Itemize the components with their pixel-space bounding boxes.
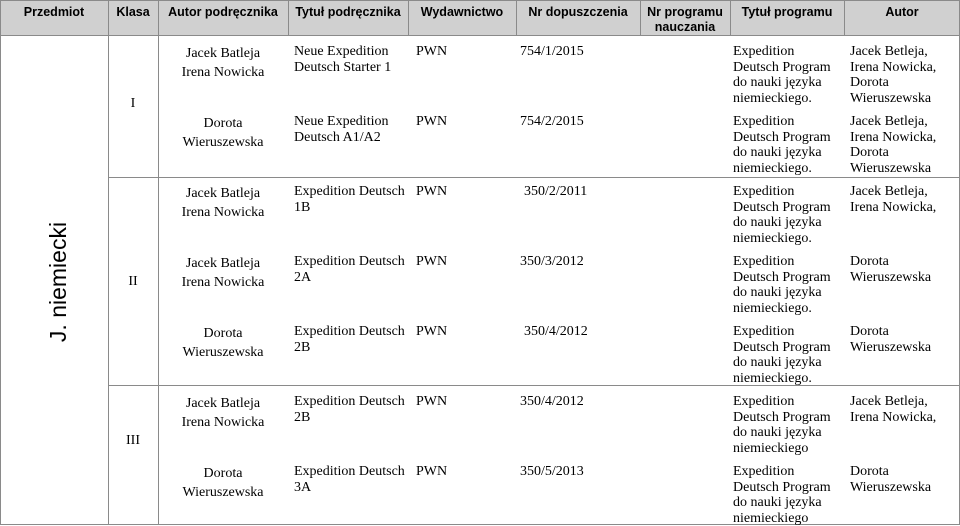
grid-line — [0, 35, 960, 36]
textbook-author-cell: Jacek Batleja Irena Nowicka — [181, 256, 265, 290]
publisher-cell: PWN — [416, 464, 448, 479]
program-author-cell: Dorota Wieruszewska — [850, 464, 932, 495]
program-title-cell: Expedition Deutsch Program do nauki języka niemieckiego. — [733, 114, 831, 176]
program-title-cell: Expedition Deutsch Program do nauki języka niemieckiego. — [733, 324, 831, 386]
publisher-cell: PWN — [416, 44, 448, 59]
program-author-cell: Jacek Betleja, Irena Nowicka, — [850, 394, 937, 425]
approval-number-cell: 350/4/2012 — [520, 394, 584, 409]
textbook-author-cell: Jacek Batleja Irena Nowicka — [181, 186, 265, 220]
class-label: II — [128, 274, 138, 289]
publisher-cell: PWN — [416, 184, 448, 199]
approval-number-cell: 754/1/2015 — [520, 44, 584, 59]
approval-number-cell: 350/3/2012 — [520, 254, 584, 269]
publisher-cell: PWN — [416, 254, 448, 269]
header-textbook-title: Tytuł podręcznika — [295, 5, 401, 19]
grid-line — [0, 0, 1, 525]
grid-line — [640, 0, 641, 35]
program-title-cell: Expedition Deutsch Program do nauki języka niemieckiego — [733, 394, 831, 456]
textbook-author-cell: Jacek Batleja Irena Nowicka — [181, 46, 265, 80]
grid-line — [844, 0, 845, 35]
textbook-author-cell: Dorota Wieruszewska — [182, 116, 264, 150]
textbook-title-cell: Expedition Deutsch 2B — [294, 324, 405, 355]
program-author-cell: Jacek Betleja, Irena Nowicka, Dorota Wieruszewska — [850, 114, 937, 176]
grid-line — [408, 0, 409, 35]
approval-number-cell: 350/2/2011 — [524, 184, 588, 199]
header-approval-number: Nr dopuszczenia — [528, 5, 628, 19]
approval-number-cell: 350/4/2012 — [524, 324, 588, 339]
class-label: I — [130, 96, 136, 111]
grid-line — [288, 0, 289, 35]
class-label: III — [126, 433, 140, 448]
header-program-author: Autor — [885, 5, 919, 19]
header-program-number: Nr programu nauczania — [647, 5, 723, 34]
header-class: Klasa — [116, 5, 150, 19]
grid-line — [516, 0, 517, 35]
program-title-cell: Expedition Deutsch Program do nauki języka niemieckiego. — [733, 184, 831, 246]
textbook-title-cell: Expedition Deutsch 1B — [294, 184, 405, 215]
program-title-cell: Expedition Deutsch Program do nauki języka niemieckiego. — [733, 44, 831, 106]
grid-line — [108, 0, 109, 525]
approval-number-cell: 350/5/2013 — [520, 464, 584, 479]
publisher-cell: PWN — [416, 324, 448, 339]
program-author-cell: Dorota Wieruszewska — [850, 254, 932, 285]
grid-line — [108, 177, 960, 178]
program-author-cell: Jacek Betleja, Irena Nowicka, Dorota Wieruszewska — [850, 44, 937, 106]
publisher-cell: PWN — [416, 394, 448, 409]
textbook-title-cell: Expedition Deutsch 2B — [294, 394, 405, 425]
grid-line — [0, 0, 960, 1]
program-title-cell: Expedition Deutsch Program do nauki języka niemieckiego — [733, 464, 831, 526]
textbook-author-cell: Jacek Batleja Irena Nowicka — [181, 396, 265, 430]
approval-number-cell: 754/2/2015 — [520, 114, 584, 129]
program-author-cell: Jacek Betleja, Irena Nowicka, — [850, 184, 937, 215]
header-subject: Przedmiot — [23, 5, 85, 19]
textbook-author-cell: Dorota Wieruszewska — [182, 466, 264, 500]
subject-label: J. niemiecki — [45, 221, 71, 343]
textbook-title-cell: Expedition Deutsch 3A — [294, 464, 405, 495]
textbook-title-cell: Neue Expedition Deutsch Starter 1 — [294, 44, 392, 75]
header-publisher: Wydawnictwo — [420, 5, 504, 19]
program-author-cell: Dorota Wieruszewska — [850, 324, 932, 355]
textbook-title-cell: Neue Expedition Deutsch A1/A2 — [294, 114, 389, 145]
publisher-cell: PWN — [416, 114, 448, 129]
textbook-title-cell: Expedition Deutsch 2A — [294, 254, 405, 285]
program-title-cell: Expedition Deutsch Program do nauki języka niemieckiego. — [733, 254, 831, 316]
header-textbook-author: Autor podręcznika — [168, 5, 278, 19]
textbook-author-cell: Dorota Wieruszewska — [182, 326, 264, 360]
header-program-title: Tytuł programu — [741, 5, 833, 19]
grid-line — [730, 0, 731, 35]
